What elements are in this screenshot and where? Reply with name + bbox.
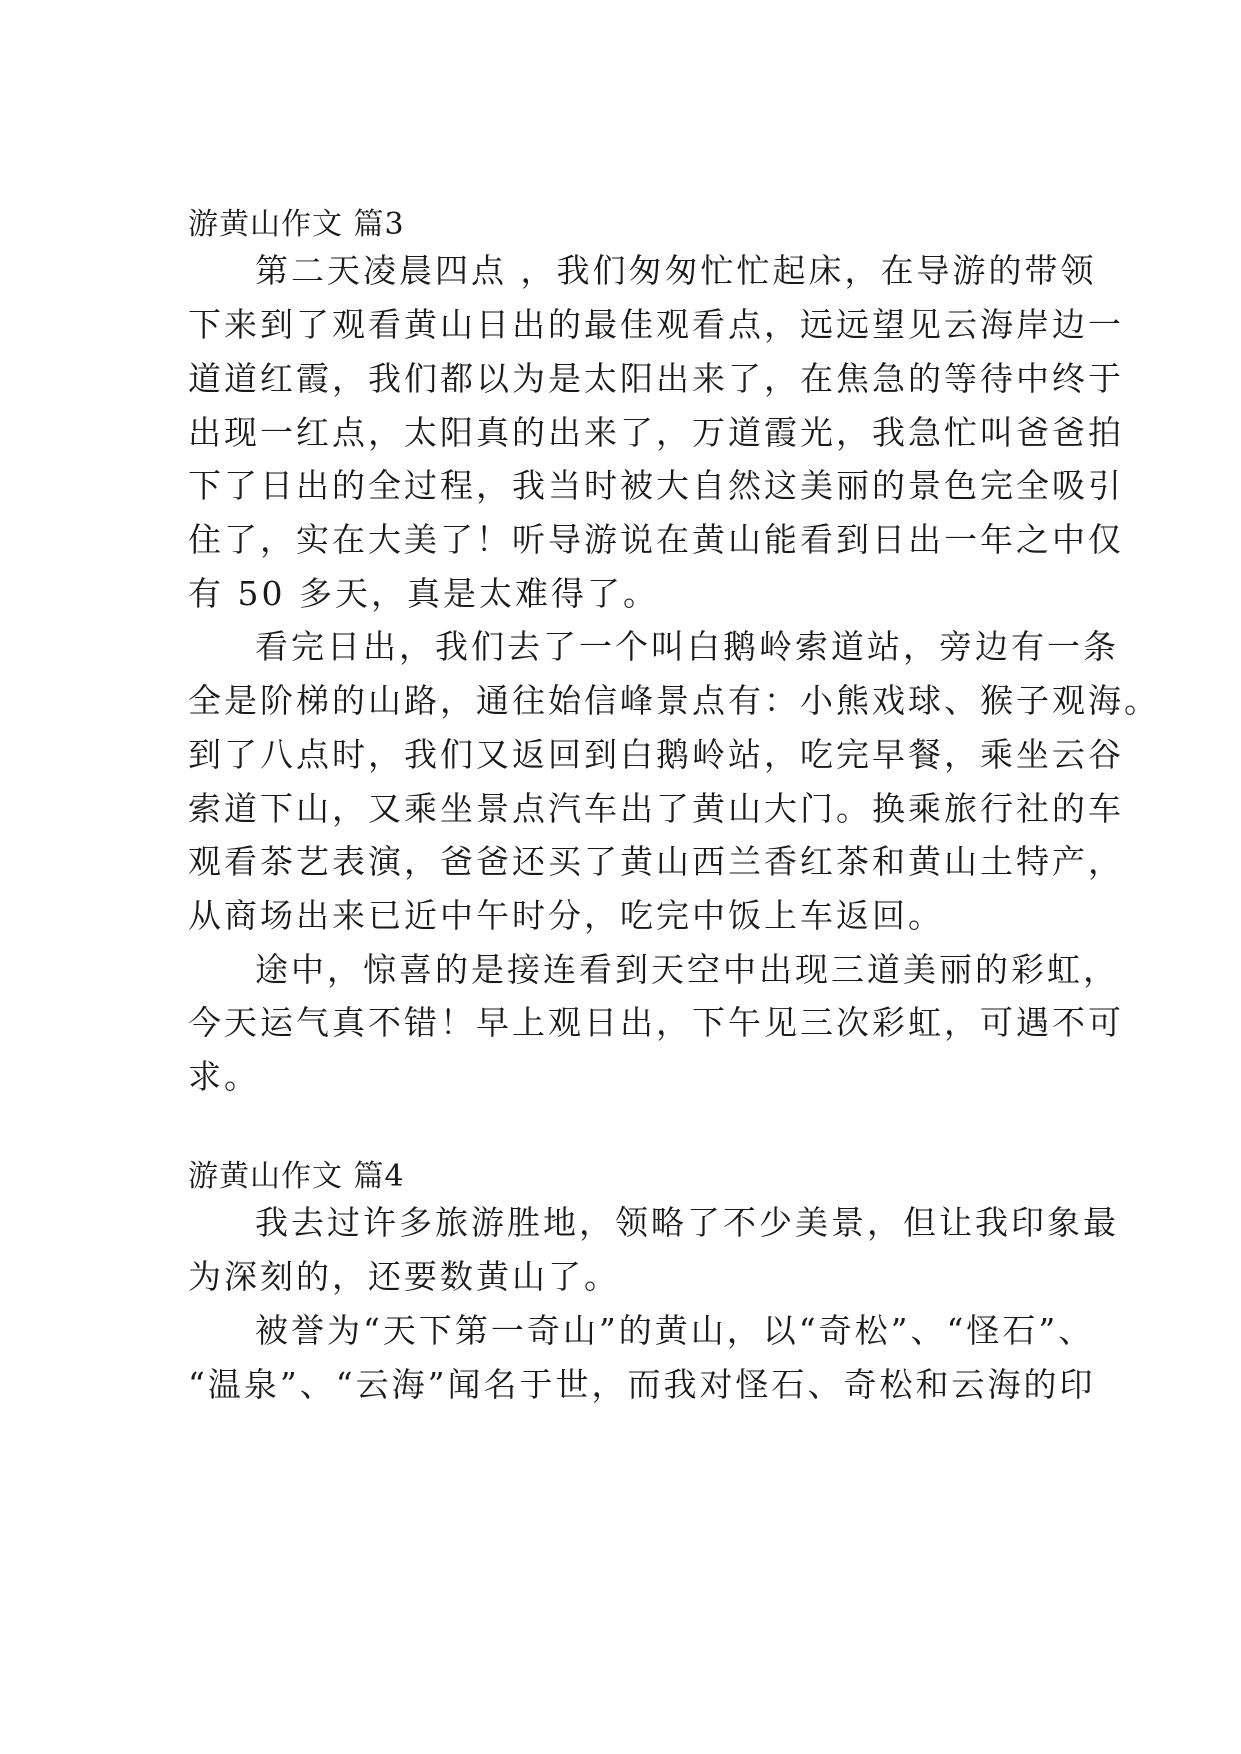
text-line: 下了日出的全过程，我当时被大自然这美丽的景色完全吸引: [188, 466, 1124, 505]
text-line: 观看茶艺表演，爸爸还买了黄山西兰香红茶和黄山土特产，: [188, 842, 1124, 881]
text-line: 全是阶梯的山路，通往始信峰景点有：小熊戏球、猴子观海。: [188, 681, 1160, 720]
text-line: “温泉”、“云海”闻名于世，而我对怪石、奇松和云海的印: [188, 1365, 1096, 1404]
text-line: 住了，实在大美了！听导游说在黄山能看到日出一年之中仅: [188, 520, 1124, 559]
text-line: 道道红霞，我们都以为是太阳出来了，在焦急的等待中终于: [188, 359, 1124, 398]
text-line: 为深刻的，还要数黄山了。: [188, 1257, 620, 1296]
text-line: 第二天凌晨四点 ，我们匆匆忙忙起床，在导游的带领: [255, 251, 1097, 290]
text-line: 从商场出来已近中午时分，吃完中饭上车返回。: [188, 896, 944, 935]
text-line: 有 50 多天，真是太难得了。: [188, 574, 659, 613]
text-line: 求。: [188, 1057, 260, 1096]
section-heading: 游黄山作文 篇3: [188, 207, 405, 242]
text-line: 我去过许多旅游胜地，领略了不少美景，但让我印象最: [255, 1203, 1119, 1242]
text-line: 途中，惊喜的是接连看到天空中出现三道美丽的彩虹，: [255, 950, 1119, 989]
text-line: 今天运气真不错！早上观日出，下午见三次彩虹，可遇不可: [188, 1003, 1124, 1042]
text-line: 下来到了观看黄山日出的最佳观看点，远远望见云海岸边一: [188, 305, 1124, 344]
text-line: 索道下山，又乘坐景点汽车出了黄山大门。换乘旅行社的车: [188, 789, 1124, 828]
text-line: 出现一红点，太阳真的出来了，万道霞光，我急忙叫爸爸拍: [188, 413, 1124, 452]
text-line: 看完日出，我们去了一个叫白鹅岭索道站，旁边有一条: [255, 627, 1119, 666]
section-heading: 游黄山作文 篇4: [188, 1159, 405, 1194]
text-line: 到了八点时，我们又返回到白鹅岭站，吃完早餐，乘坐云谷: [188, 735, 1124, 774]
text-line: 被誉为“天下第一奇山”的黄山，以“奇松”、“怪石”、: [255, 1311, 1095, 1350]
